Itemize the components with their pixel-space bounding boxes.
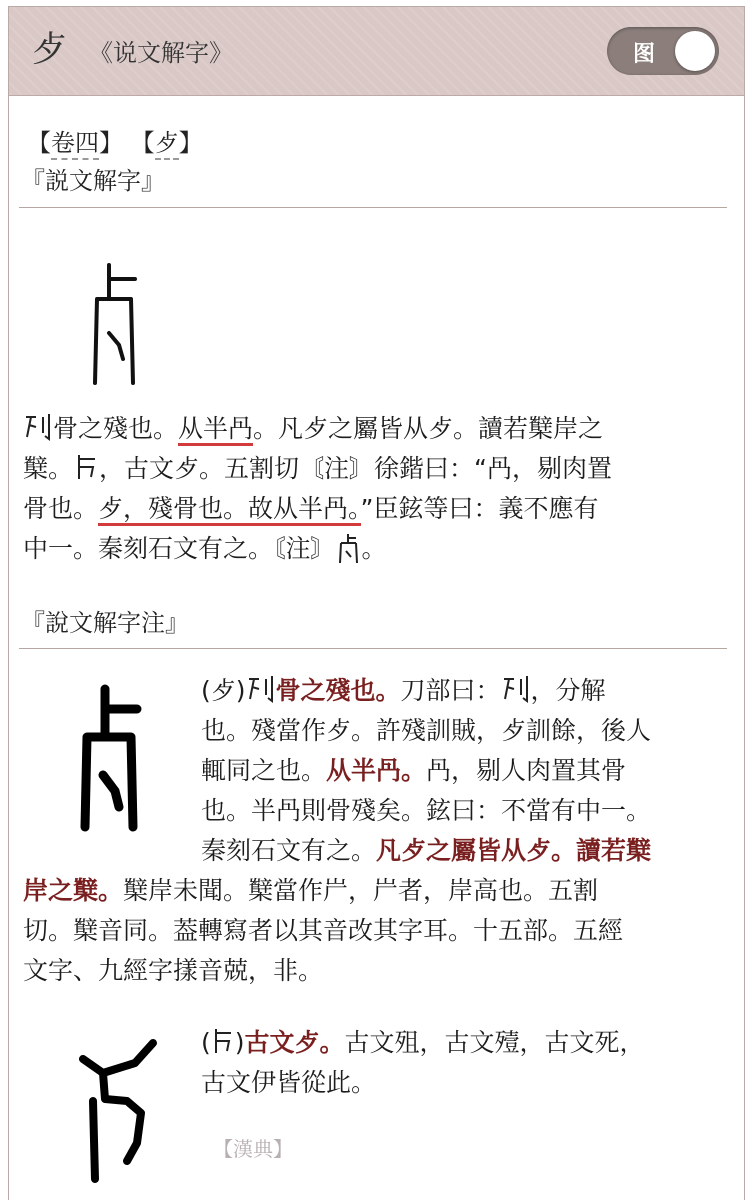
divider: [19, 648, 727, 649]
toggle-knob: [675, 31, 715, 71]
ancient-script-glyph-icon: [75, 1039, 159, 1185]
underlined-text: 歺，殘骨也。故从半冎。: [98, 494, 361, 526]
bracket: 【: [27, 129, 51, 157]
glyph-lie-icon: [501, 673, 531, 703]
bracket: 】: [99, 129, 123, 157]
dictionary-frame: [8, 6, 745, 1200]
underlined-text: 从半冎: [178, 414, 253, 446]
glyph-lie-icon: [23, 411, 53, 441]
glyph-lie-icon: [246, 673, 276, 703]
glyph-ancient-icon: [73, 451, 99, 481]
seal-script-glyph-icon: [71, 683, 151, 833]
bracket: 【: [130, 129, 155, 157]
image-toggle[interactable]: [607, 27, 719, 75]
zhu-text-full: 岸之櫱。櫱岸未聞。櫱當作屵，屵者，岸高也。五割 切。櫱音同。葢轉寫者以其音改其字耳。十五部。五經 文字、九經字㨾音兢，非。: [23, 876, 624, 985]
bracket: 】: [178, 129, 203, 157]
shuowen-text: 骨之殘也。从半冎。凡歺之屬皆从歺。讀若櫱岸之 櫱。 ，古文歺。五割切〘注〙徐鍇曰：“冎，剔肉置 骨也。歺，殘骨也。故从半冎。”臣鉉等曰：義不應有 中一。秦刻石文有之。〘注〙 。: [23, 409, 733, 569]
image-toggle-label: 图: [633, 42, 656, 67]
glyph-small-seal-icon: [336, 531, 362, 565]
source-shuowen-zhu: 『說文解字注』: [21, 609, 189, 637]
divider: [19, 207, 727, 208]
source-shuowen: 『説文解字』: [21, 167, 165, 195]
zdic-link[interactable]: 【漢典】: [213, 1137, 293, 1161]
glyph-ancient-icon: [211, 1025, 235, 1055]
zhu-ancient-text: ( )古文歺。古文殂，古文殪，古文死， 古文伊皆從此。: [201, 1023, 731, 1103]
breadcrumb-volume[interactable]: 卷四: [51, 129, 99, 160]
breadcrumb-character[interactable]: 歺: [155, 129, 179, 160]
breadcrumb: [27, 123, 203, 158]
header-bar: [9, 7, 744, 96]
seal-script-glyph-icon: [83, 259, 145, 387]
header-character: 歺: [31, 29, 68, 70]
header-book-title: 《说文解字》: [89, 39, 233, 67]
zhu-text-indented: (歺) 骨之殘也。刀部曰： ，分解 也。殘當作歺。許殘訓賊，歺訓餘，後人 輒同之也。从半冎。冎，剔人肉置其骨 也。半冎則骨殘矣。鉉曰：不當有中一。 秦刻石文有之。凡歺之屬皆从歺。讀若櫱: [201, 671, 731, 871]
